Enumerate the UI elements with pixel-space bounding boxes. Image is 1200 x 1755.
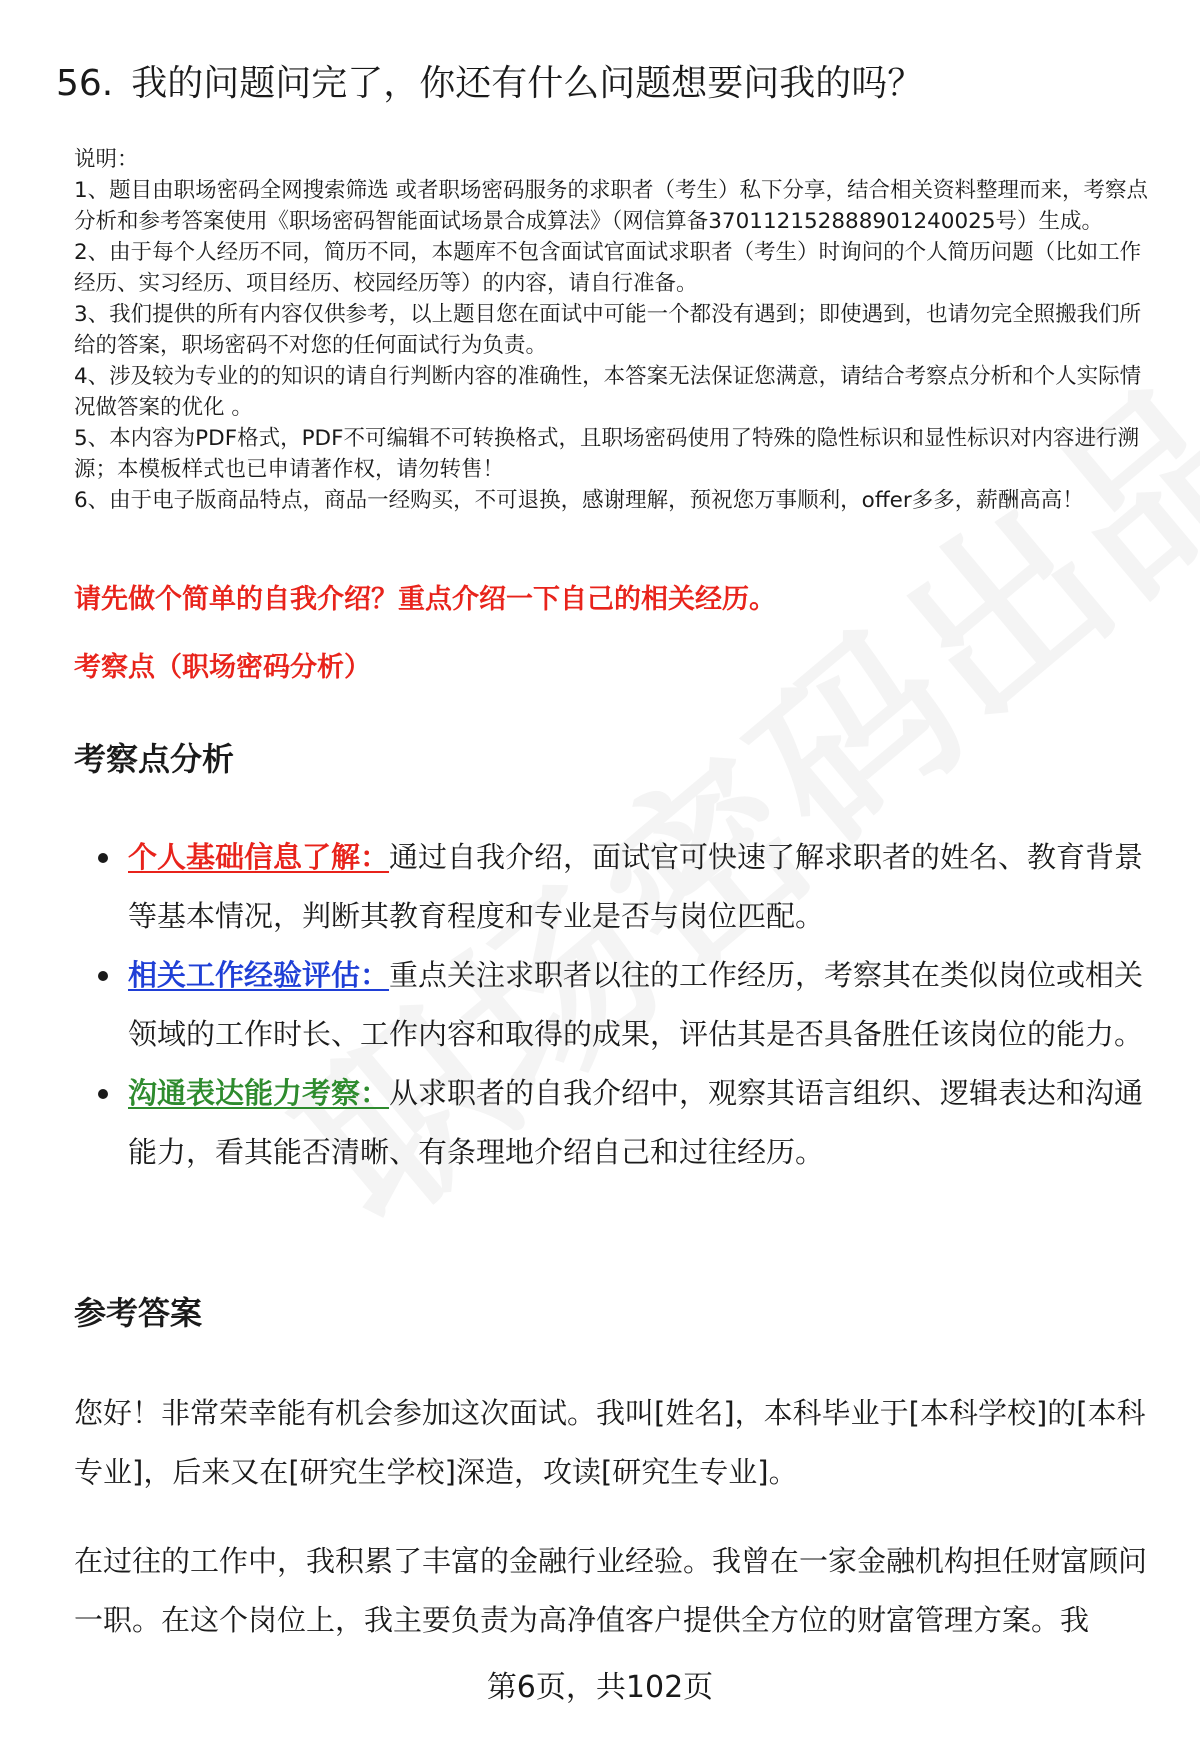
note-item: 2、由于每个人经历不同，简历不同，本题库不包含面试官面试求职者（考生）时询问的个人简历问题（比如工作经历、实习经历、项目经历、校园经历等）的内容，请自行准备。	[74, 240, 1142, 296]
answer-paragraph: 在过往的工作中，我积累了丰富的金融行业经验。我曾在一家金融机构担任财富顾问一职。在这个岗位上，我主要负责为高净值客户提供全方位的财富管理方案。我	[74, 1544, 1148, 1637]
point-text: 通过自我介绍，面试官可快速了解求职者的姓名、教育背景等基本情况，判断其教育程度和专业是否与岗位匹配。	[128, 840, 1144, 933]
analysis-points	[74, 828, 1154, 1182]
point-text: 从求职者的自我介绍中，观察其语言组织、逻辑表达和沟通能力，看其能否清晰、有条理地介绍自己和过往经历。	[128, 1076, 1144, 1169]
note-item: 3、我们提供的所有内容仅供参考，以上题目您在面试中可能一个都没有遇到；即使遇到，也请勿完全照搬我们所给的答案，职场密码不对您的任何面试行为负责。	[74, 302, 1142, 358]
page-footer: 第6页，共102页	[486, 1670, 714, 1705]
analysis-point	[74, 828, 1154, 946]
question-number: 56.	[56, 63, 114, 104]
point-text: 重点关注求职者以往的工作经历，考察其在类似岗位或相关领域的工作时长、工作内容和取得的成果，评估其是否具备胜任该岗位的能力。	[128, 958, 1144, 1051]
note-item: 4、涉及较为专业的的知识的请自行判断内容的准确性，本答案无法保证您满意，请结合考察点分析和个人实际情况做答案的优化 。	[74, 364, 1142, 420]
sample-question: 请先做个简单的自我介绍？重点介绍一下自己的相关经历。	[74, 584, 776, 615]
note-item: 1、题目由职场密码全网搜索筛选 或者职场密码服务的求职者（考生）私下分享，结合相关资料整理而来，考察点分析和参考答案使用《职场密码智能面试场景合成算法》（网信算备370112152888901240025号）生成。	[74, 178, 1149, 234]
notes-heading: 说明：	[74, 147, 139, 172]
analysis-heading: 考察点分析	[74, 740, 235, 778]
answer-heading: 参考答案	[74, 1294, 203, 1332]
sample-subtitle: 考察点（职场密码分析）	[74, 652, 371, 683]
answer-paragraph: 您好！非常荣幸能有机会参加这次面试。我叫[姓名]，本科毕业于[本科学校]的[本科专业]，后来又在[研究生学校]深造，攻读[研究生专业]。	[74, 1396, 1146, 1489]
note-item: 5、本内容为PDF格式，PDF不可编辑不可转换格式，且职场密码使用了特殊的隐性标识和显性标识对内容进行溯源；本模板样式也已申请著作权，请勿转售！	[74, 426, 1139, 482]
question-text: 我的问题问完了，你还有什么问题想要问我的吗？	[131, 63, 924, 104]
note-item: 6、由于电子版商品特点，商品一经购买，不可退换，感谢理解，预祝您万事顺利，offer多多，薪酬高高！	[74, 488, 1084, 513]
point-keyword: 相关工作经验评估：	[128, 958, 390, 992]
analysis-point	[74, 946, 1154, 1064]
bullet-icon	[98, 853, 108, 863]
point-keyword: 个人基础信息了解：	[128, 840, 390, 874]
bullet-icon	[98, 971, 108, 981]
analysis-point	[74, 1064, 1154, 1182]
notes-section	[74, 144, 1159, 516]
question-title	[56, 56, 1156, 112]
bullet-icon	[98, 1089, 108, 1099]
point-keyword: 沟通表达能力考察：	[128, 1076, 390, 1110]
